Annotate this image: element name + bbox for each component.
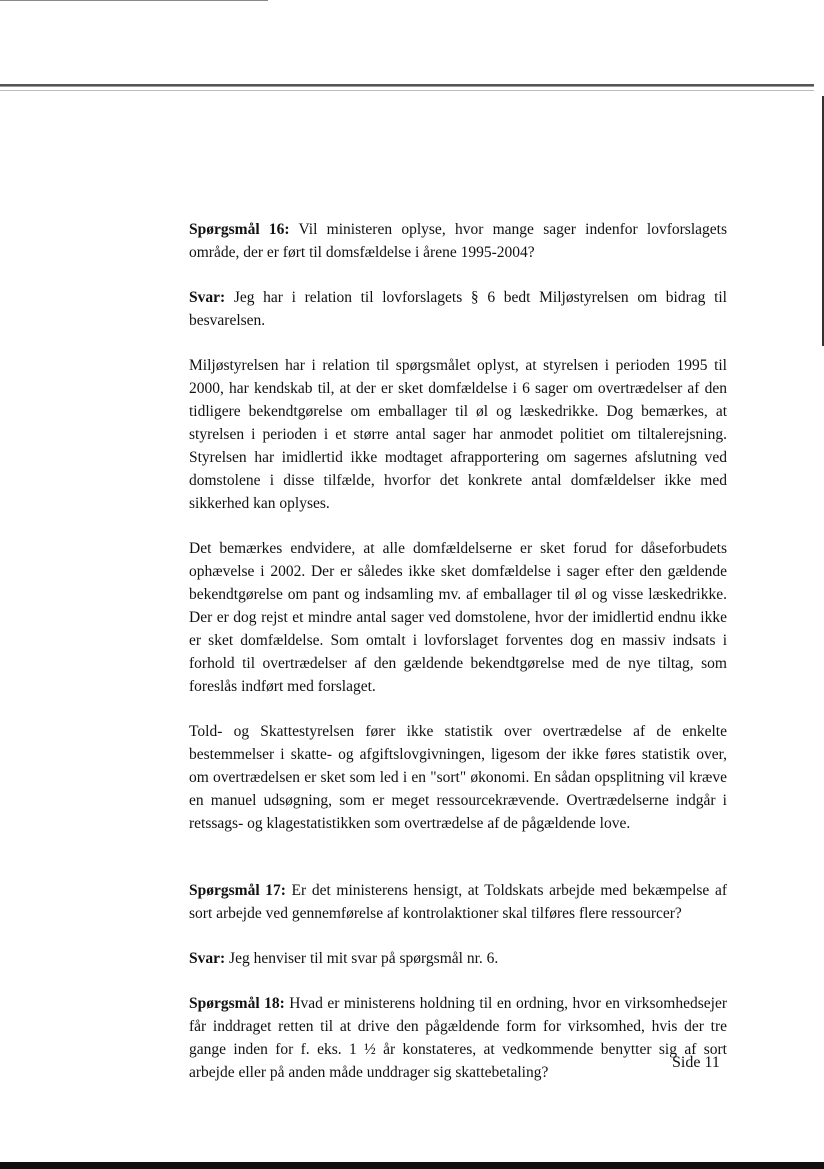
answer-16-paragraph-2: Det bemærkes endvidere, at alle domfældelserne er sket forud for dåseforbudets ophævelse i 2002. Der er således ikke sket domfældelse i sager efter den gældende bekendtgørelse om pant og indsamling mv. af emballager til øl og visse læskedrikke. Der er dog rejst et mindre antal sager ved domstolene, hvor der imidlertid endnu ikke er sket domfældelse. Som omtalt i lovforslaget forventes dog en massiv indsats i forhold til overtrædelser af den gældende bekendtgørelse med de nye tiltag, som foreslås indført med forslaget.: [189, 540, 727, 695]
question-label: Spørgsmål 18:: [189, 995, 285, 1012]
question-label: Spørgsmål 16:: [189, 221, 290, 238]
question-18: [189, 992, 727, 1084]
answer-text: Jeg har i relation til lovforslagets § 6 bedt Miljøstyrelsen om bidrag til besvarelsen.: [189, 289, 727, 329]
answer-16-paragraph-3: Told- og Skattestyrelsen fører ikke statistik over overtrædelse af de enkelte bestemmelser i skatte- og afgiftslovgivningen, ligesom der ikke føres statistik over, om overtrædelsen er sket som led i en "sort" økonomi. En sådan opsplitning vil kræve en manuel udsøgning, som er meget ressourcekrævende. Overtrædelserne indgår i retssags- og klagestatistikken som overtrædelse af de pågældende love.: [189, 723, 727, 832]
question-text: Er det ministerens hensigt, at Toldskats arbejde med bekæmpelse af sort arbejde ved gennemførelse af kontrolaktioner skal tilføres flere ressourcer?: [189, 882, 727, 922]
question-label: Spørgsmål 17:: [189, 882, 286, 899]
answer-label: Svar:: [189, 289, 226, 306]
question-17: [189, 879, 727, 925]
scan-bottom-edge: [0, 1162, 824, 1169]
header-rule: [0, 84, 814, 87]
question-text: Vil ministeren oplyse, hvor mange sager indenfor lovforslagets område, der er ført til domsfældelse i årene 1995-2004?: [189, 221, 727, 261]
document-body: [189, 218, 727, 1106]
question-16: [189, 218, 727, 264]
answer-text: Jeg henviser til mit svar på spørgsmål nr. 6.: [225, 950, 499, 967]
answer-label: Svar:: [189, 950, 226, 967]
answer-16-intro: [189, 286, 727, 332]
question-text: Hvad er ministerens holdning til en ordning, hvor en virksomhedsejer får inddraget retten til at drive den pågældende form for virksomhed, hvis der tre gange inden for f. eks. 1 ½ år konstateres, at vedkommende benytter sig af sort arbejde eller på anden måde unddrager sig skattebetaling?: [189, 995, 727, 1081]
scan-artifact-line: [0, 0, 268, 1]
answer-17: [189, 947, 727, 970]
header-rule-secondary: [0, 90, 814, 91]
answer-16-paragraph-1: Miljøstyrelsen har i relation til spørgsmålet oplyst, at styrelsen i perioden 1995 til 2000, har kendskab til, at der er sket domfældelse i 6 sager om overtrædelser af den tidligere bekendtgørelse om emballager til øl og læskedrikke. Dog bemærkes, at styrelsen i perioden i et større antal sager har anmodet politiet om tiltalerejsning. Styrelsen har imidlertid ikke modtaget afrapportering om sagernes afslutning ved domstolene i disse tilfælde, hvorfor det konkrete antal domfældelser ikke med sikkerhed kan oplyses.: [189, 357, 727, 512]
page-number: Side 11: [672, 1054, 720, 1071]
